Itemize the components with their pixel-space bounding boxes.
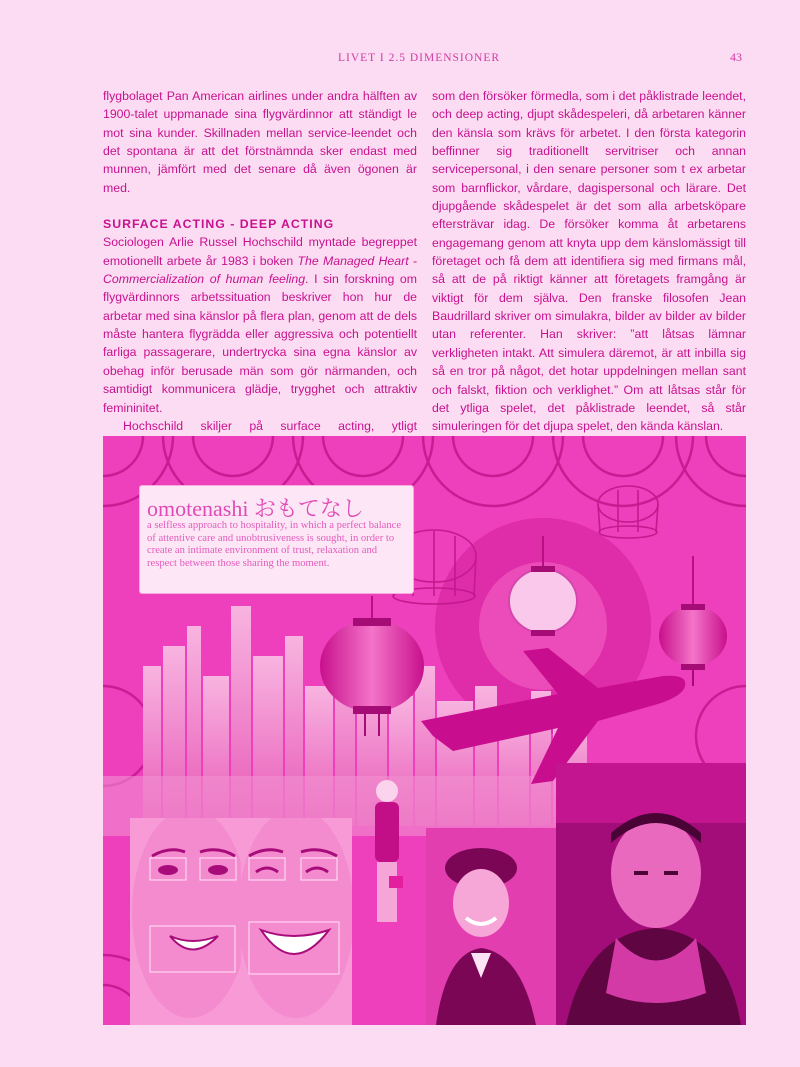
face-illustration [241, 818, 352, 1025]
definition-box [139, 485, 414, 594]
man-photo [556, 763, 746, 1025]
stewardess-photo [426, 828, 556, 1025]
collage-image [103, 436, 746, 1025]
paragraph: Hochschild skiljer på surface acting, ytligt [123, 418, 417, 433]
right-text-column [432, 87, 746, 436]
book-title: The Managed Heart - Commercialization of human feeling [103, 253, 417, 287]
paragraph: flygbolaget Pan American airlines under andra hälften av 1900-talet uppmanade sina flygvärdinnor att ständigt le mot sina kunder. Skillnaden mellan service-leendet och det spontana är att det förstnämnda sker endast med munnen, jämfört med det senare då även ögonen är med. [103, 89, 417, 195]
face-photo-neutral [130, 818, 241, 1025]
face-photo-smiling [241, 818, 352, 1025]
paragraph: som den försöker förmedla, som i det påklistrade leendet, och deep acting, djupt skådespeleri, då arbetaren känner den känsla som krävs för arbetet. I den första kategorin beffinner sig traditionellt servitriser och annan servicepersonal, i den senare personer som t ex arbetar som barnflickor, vårdare, dagispersonal och lärare. Det djupgående skådespelet är det som alla arbetsköpare eftersträvar idag. De försöker komma åt arbetarens engagemang genom att knyta upp dem känslomässigt till företaget och få dem att identifiera sig med firmans mål, så att de på riktigt känner att företagets framgång är viktigt för dem själva. Den franske filosofen Jean Baudrillard skriver om simulakra, bilder av bilder av bilder utan referenter. Han skriver: ”att låtsas lämnar verkligheten intakt. Att simulera däremot, är att inbilla sig så en tror på något, det hotar uppdelningen mellan sant och falskt, fiktion och verklighet.” Om att låtsas står för det ytliga spelet, det påklistrade leendet, så står simuleringen för det djupa spelet, den kända känslan. [432, 89, 746, 434]
definition-text: a selfless approach to hospitality, in which a perfect balance of attentive care and unobtrusiveness is sought, in order to create an intimate environment of trust, relaxation and respect between those sharing the moment. [147, 520, 402, 569]
paragraph-text: . I sin forskning om flygvärdinnors arbetssituation beskriver hon hur de arbetar med sina känslor på flera plan, genom att de dels måste hantera flygrädda eller aggressiva och potentiellt farliga passagerare, undertrycka sina egna känslor av obehag inför berusade män som gör närmanden, och samtidigt kommunicera glädje, trygghet och attraktiv femininitet. [103, 272, 417, 415]
paragraph-text: Sociologen Arlie Russel Hochschild myntade begreppet emotionellt arbete år 1983 i boken [103, 235, 417, 268]
stewardess-illustration [426, 828, 556, 1025]
section-heading: SURFACE ACTING - DEEP ACTING [103, 217, 335, 232]
man-illustration [556, 763, 746, 1025]
birdcage [598, 486, 658, 538]
page-number: 43 [730, 50, 742, 64]
running-head: LIVET I 2.5 DIMENSIONER [338, 52, 501, 64]
face-illustration [130, 818, 241, 1025]
definition-term: omotenashi おもてなし [147, 496, 364, 521]
lantern [659, 556, 727, 686]
left-text-column [103, 87, 417, 472]
paragraph [103, 233, 417, 416]
